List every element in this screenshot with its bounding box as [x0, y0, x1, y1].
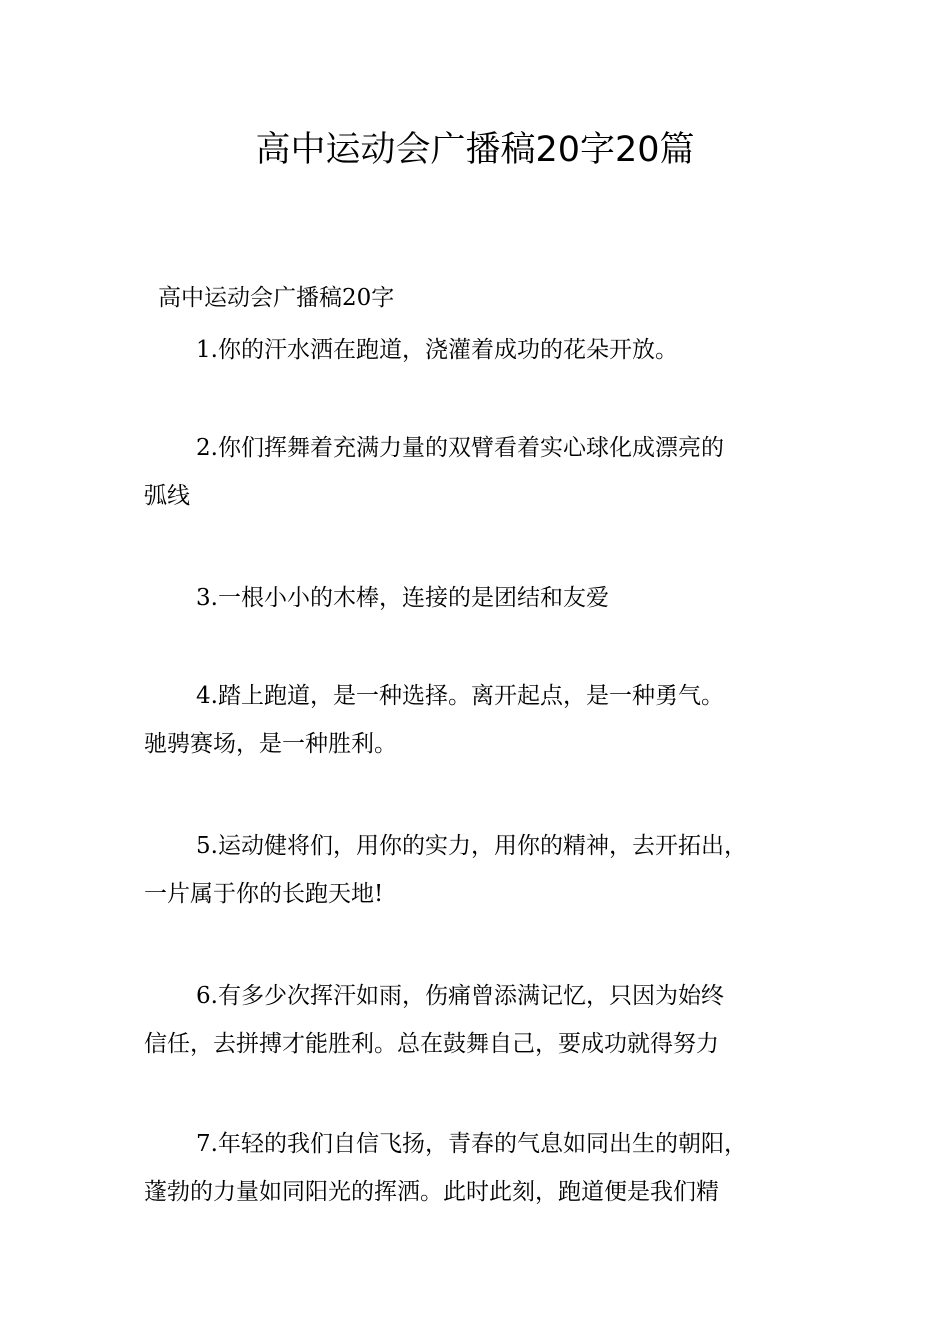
page-title: 高中运动会广播稿20字20篇 [255, 130, 695, 170]
paragraph-line: 6.有多少次挥汗如雨，伤痛曾添满记忆，只因为始终 [196, 983, 724, 1009]
paragraph-line: 弧线 [144, 483, 190, 509]
paragraph-2 [144, 424, 810, 520]
paragraph-5 [144, 822, 810, 918]
paragraph-line: 7.年轻的我们自信飞扬，青春的气息如同出生的朝阳， [196, 1131, 747, 1157]
paragraph-line: 2.你们挥舞着充满力量的双臂看着实心球化成漂亮的 [196, 435, 724, 461]
section-heading: 高中运动会广播稿20字 [158, 285, 395, 311]
paragraph-3 [144, 574, 810, 622]
paragraph-1 [144, 326, 810, 374]
paragraph-line: 信任，去拼搏才能胜利。总在鼓舞自己，要成功就得努力 [144, 1031, 719, 1057]
paragraph-line: 驰骋赛场，是一种胜利。 [144, 731, 397, 757]
paragraph-line: 4.踏上跑道，是一种选择。离开起点，是一种勇气。 [196, 683, 724, 709]
paragraph-7 [144, 1120, 810, 1216]
paragraph-line: 3.一根小小的木棒，连接的是团结和友爱 [196, 585, 609, 611]
paragraph-6 [144, 972, 810, 1068]
paragraph-4 [144, 672, 810, 768]
paragraph-line: 5.运动健将们，用你的实力，用你的精神，去开拓出， [196, 833, 747, 859]
paragraph-line: 1.你的汗水洒在跑道，浇灌着成功的花朵开放。 [196, 337, 678, 363]
paragraph-line: 一片属于你的长跑天地! [144, 881, 384, 907]
paragraph-line: 蓬勃的力量如同阳光的挥洒。此时此刻，跑道便是我们精 [144, 1179, 719, 1205]
